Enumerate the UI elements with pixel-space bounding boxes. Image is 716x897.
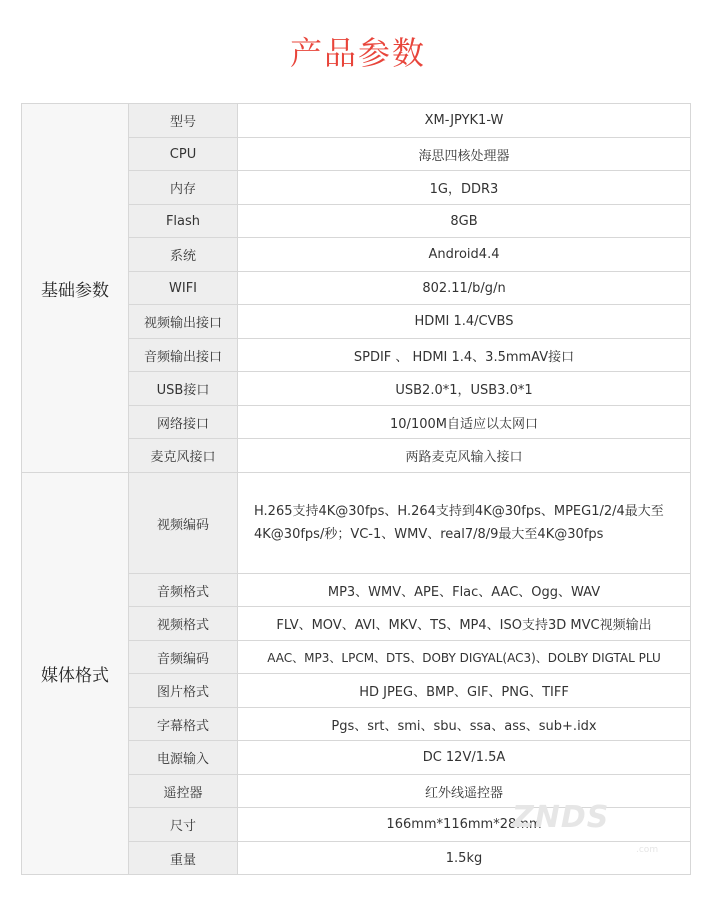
spec-value: 1.5kg (238, 842, 691, 875)
spec-value: Android4.4 (238, 238, 691, 272)
spec-key: Flash (129, 205, 238, 238)
group-basic-params: 基础参数 (22, 104, 129, 473)
spec-value: USB2.0*1，USB3.0*1 (238, 372, 691, 406)
spec-table (21, 103, 691, 875)
spec-key: 视频输出接口 (129, 305, 238, 339)
spec-value: 两路麦克风输入接口 (238, 439, 691, 473)
spec-value: HD JPEG、BMP、GIF、PNG、TIFF (238, 674, 691, 708)
spec-key: 网络接口 (129, 406, 238, 439)
spec-value: 8GB (238, 205, 691, 238)
spec-key: 遥控器 (129, 775, 238, 808)
spec-key: 尺寸 (129, 808, 238, 842)
spec-key: 视频格式 (129, 607, 238, 641)
spec-value: MP3、WMV、APE、Flac、AAC、Ogg、WAV (238, 574, 691, 607)
spec-key: WIFI (129, 272, 238, 305)
spec-value: DC 12V/1.5A (238, 741, 691, 775)
spec-key: 型号 (129, 104, 238, 138)
spec-key: 系统 (129, 238, 238, 272)
spec-key: 电源输入 (129, 741, 238, 775)
spec-value: 10/100M自适应以太网口 (238, 406, 691, 439)
spec-value: FLV、MOV、AVI、MKV、TS、MP4、ISO支持3D MVC视频输出 (238, 607, 691, 641)
watermark-domain: .com (636, 845, 659, 855)
page-title: 产品参数 (289, 34, 426, 72)
spec-value: SPDIF 、 HDMI 1.4、3.5mmAV接口 (238, 339, 691, 372)
spec-key: USB接口 (129, 372, 238, 406)
spec-key: 视频编码 (129, 473, 238, 574)
spec-value: AAC、MP3、LPCM、DTS、DOBY DIGYAL(AC3)、DOLBY DIGTAL PLU (238, 641, 691, 674)
spec-value: 红外线遥控器 (238, 775, 691, 808)
spec-value: 海思四核处理器 (238, 138, 691, 171)
spec-key: 音频编码 (129, 641, 238, 674)
spec-key: 图片格式 (129, 674, 238, 708)
spec-key: 重量 (129, 842, 238, 875)
spec-value: 1G，DDR3 (238, 171, 691, 205)
spec-value: 166mm*116mm*28mm (238, 808, 691, 842)
spec-row-video-codec (22, 473, 691, 574)
spec-key: CPU (129, 138, 238, 171)
spec-key: 字幕格式 (129, 708, 238, 741)
spec-value: H.265支持4K@30fps、H.264支持到4K@30fps、MPEG1/2/4最大至4K@30fps/秒；VC-1、WMV、real7/8/9最大至4K@30fps (238, 473, 691, 574)
spec-value: HDMI 1.4/CVBS (238, 305, 691, 339)
spec-row-model (22, 104, 691, 138)
spec-key: 音频输出接口 (129, 339, 238, 372)
watermark-logo: ZNDS (512, 800, 610, 835)
spec-value: Pgs、srt、smi、sbu、ssa、ass、sub+.idx (238, 708, 691, 741)
spec-value: XM-JPYK1-W (238, 104, 691, 138)
spec-key: 音频格式 (129, 574, 238, 607)
group-media-formats: 媒体格式 (22, 473, 129, 875)
spec-key: 麦克风接口 (129, 439, 238, 473)
spec-value: 802.11/b/g/n (238, 272, 691, 305)
spec-key: 内存 (129, 171, 238, 205)
